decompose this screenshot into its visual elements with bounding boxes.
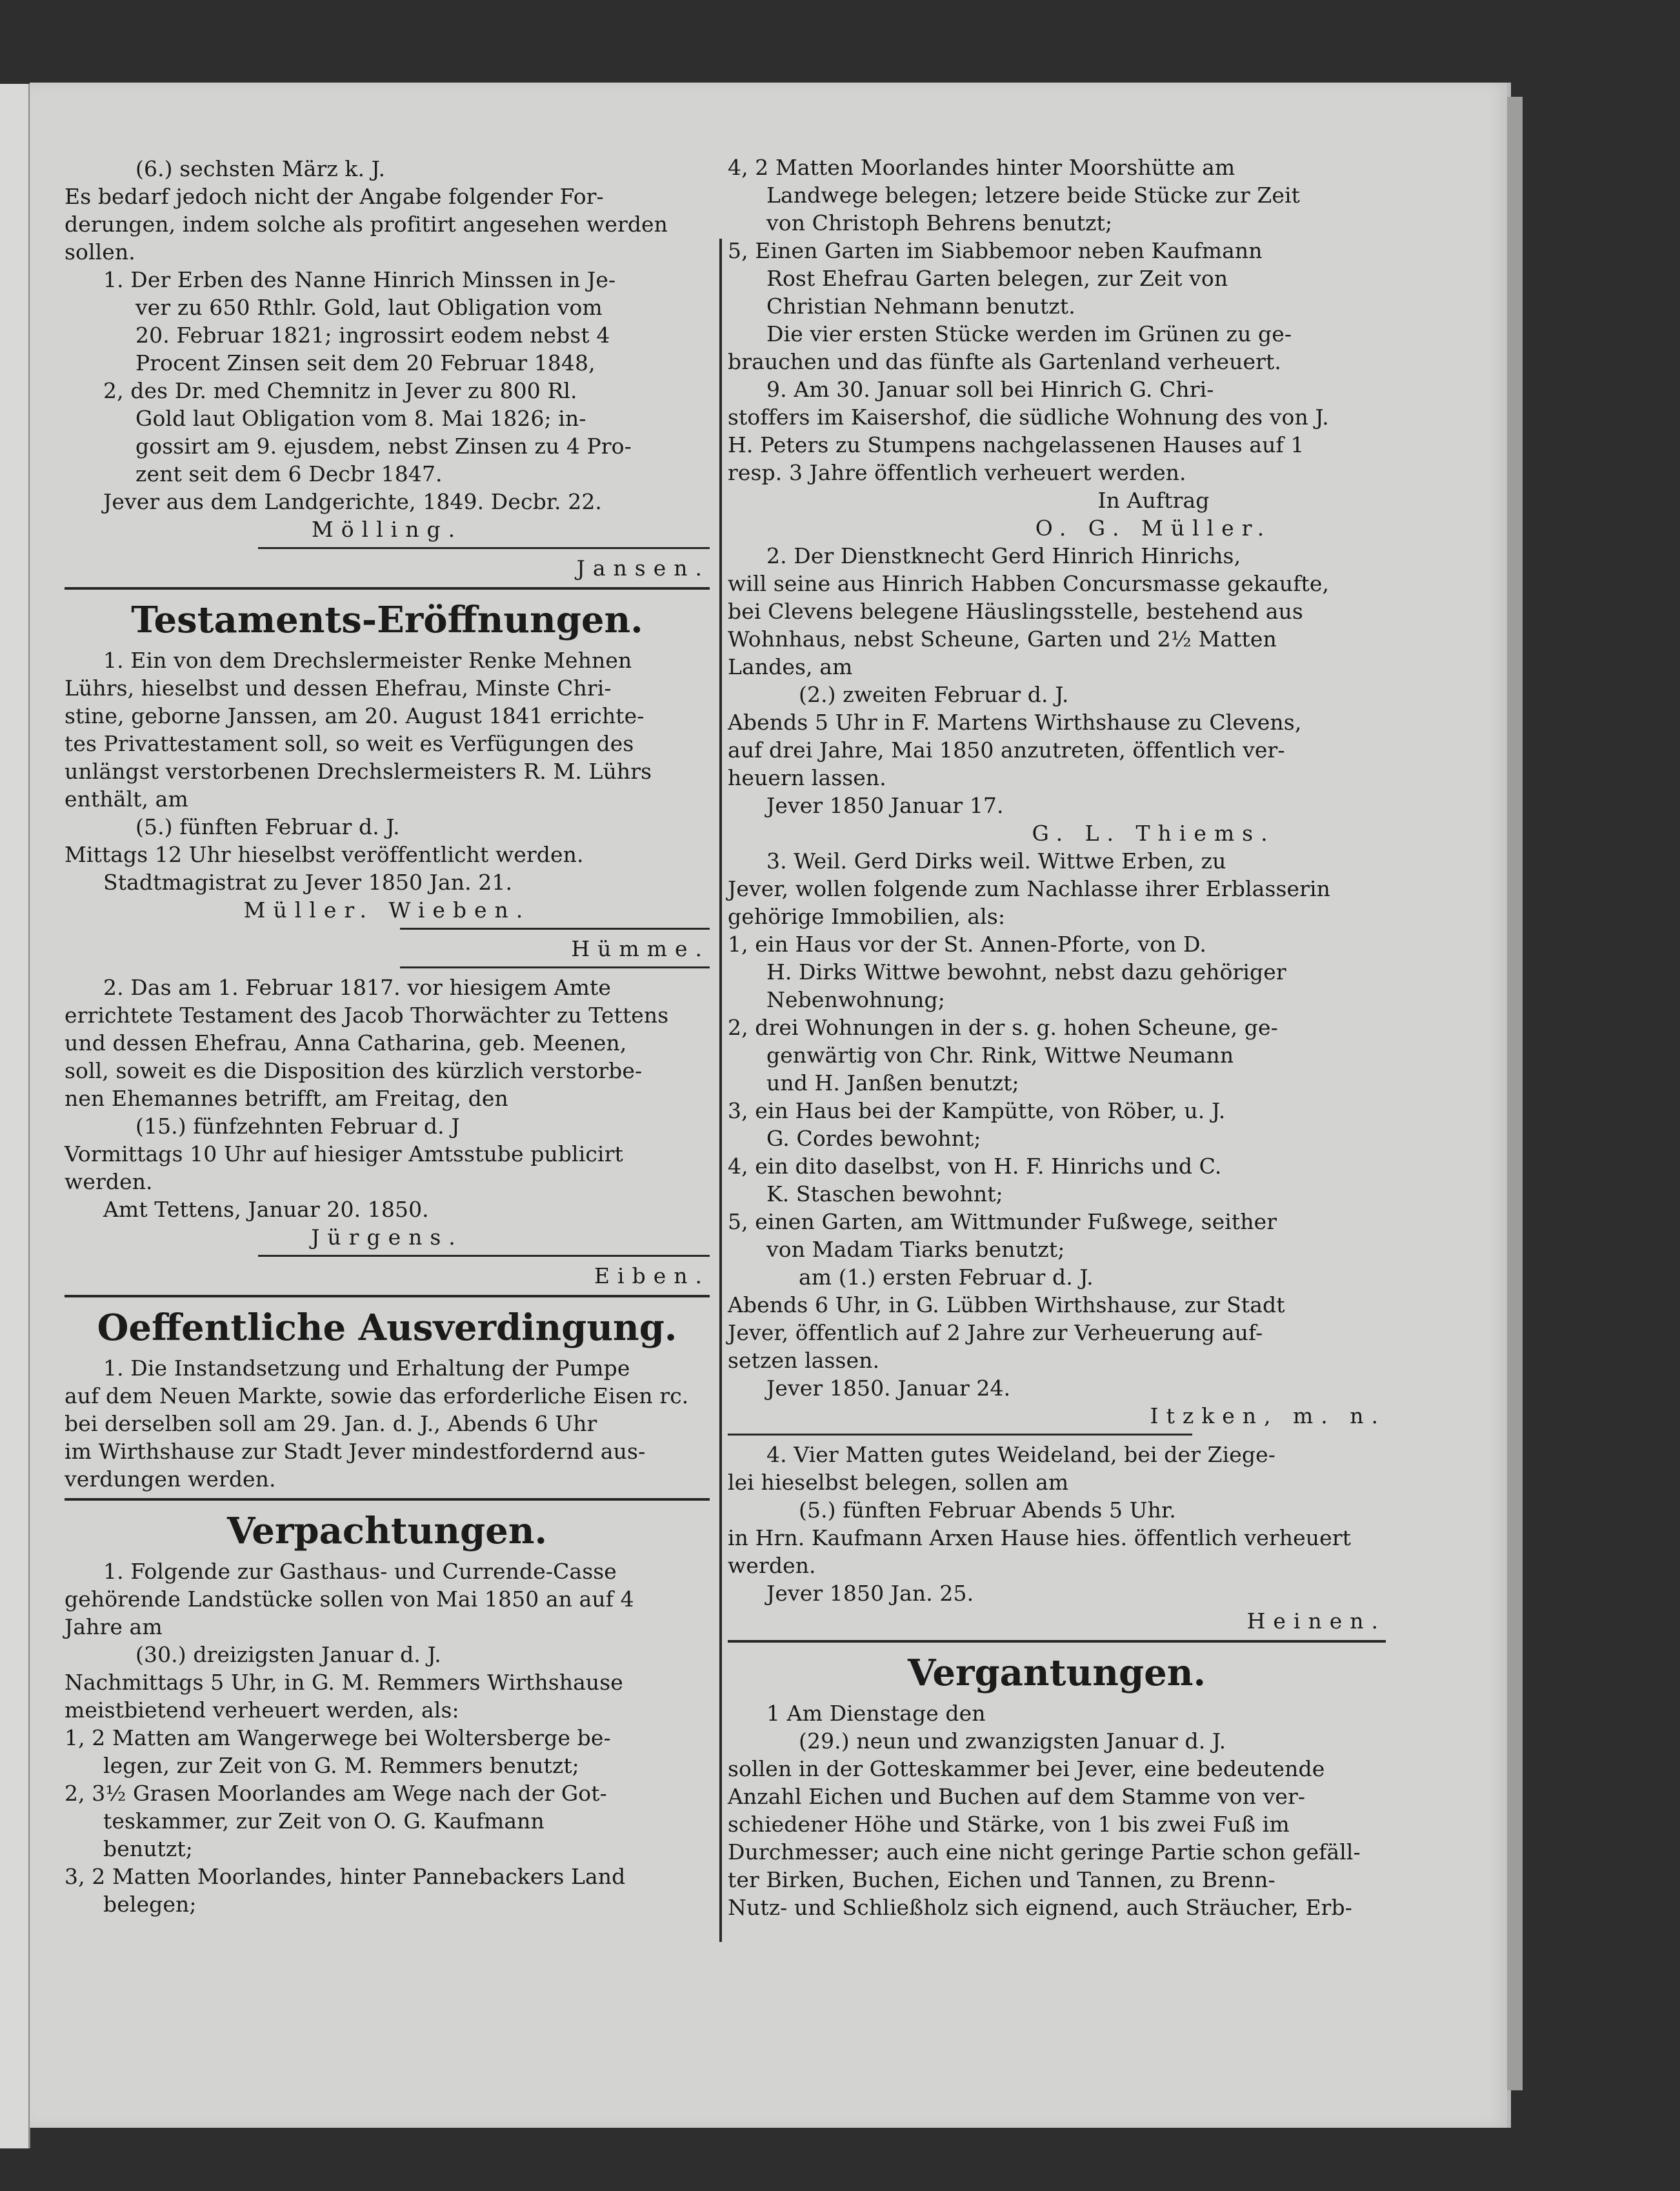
text-line: benutzt; — [103, 1836, 193, 1861]
intro-block — [65, 155, 710, 266]
text-line: enthält, am — [65, 786, 188, 812]
text-line: stoffers im Kaisershof, die südliche Wohnung des von J. — [728, 405, 1329, 430]
text-line: (15.) fünfzehnten Februar d. J — [135, 1114, 460, 1139]
item-4-signature: Heinen. — [1246, 1608, 1386, 1634]
text-line: 1, 2 Matten am Wangerwege bei Woltersberge be- — [65, 1725, 611, 1750]
text-line: Abends 5 Uhr in F. Martens Wirthshause zu Clevens, — [728, 710, 1302, 735]
text-line: Lührs, hieselbst und dessen Ehefrau, Minste Chri- — [65, 675, 612, 701]
text-line: gehörende Landstücke sollen von Mai 1850 an auf 4 — [65, 1586, 634, 1612]
verpachtungen-block — [65, 1557, 710, 1918]
item-3-block — [728, 847, 1386, 1402]
text-line: Jever, öffentlich auf 2 Jahre zur Verheuerung auf- — [728, 1320, 1263, 1345]
item-4-block — [728, 1441, 1386, 1607]
text-line: heuern lassen. — [728, 765, 886, 790]
text-line: 4, ein dito daselbst, von H. F. Hinrichs und C. — [728, 1154, 1222, 1179]
text-line: H. Dirks Wittwe bewohnt, nebst dazu gehöriger — [766, 959, 1286, 985]
page-stack-edge — [1507, 97, 1523, 2090]
text-line: Durchmesser; auch eine nicht geringe Partie schon gefäll- — [728, 1839, 1361, 1865]
vergantungen-block — [728, 1699, 1386, 1921]
text-line: 2. Der Dienstknecht Gerd Hinrich Hinrichs, — [766, 543, 1241, 568]
text-line: gossirt am 9. ejusdem, nebst Zinsen zu 4 Pro- — [135, 434, 632, 459]
right-column — [728, 154, 1386, 1921]
text-line: H. Peters zu Stumpens nachgelassenen Hauses auf 1 — [728, 432, 1305, 457]
testament-1-block — [65, 646, 710, 896]
divider — [258, 547, 710, 549]
text-line: sollen. — [65, 239, 135, 265]
auftrag-label: In Auftrag — [1097, 488, 1210, 513]
text-line: derungen, indem solche als profitirt angesehen werden — [65, 212, 668, 237]
text-line: 3. Weil. Gerd Dirks weil. Wittwe Erben, zu — [766, 848, 1226, 874]
text-line: G. Cordes bewohnt; — [766, 1126, 981, 1151]
section-rule — [65, 1498, 710, 1501]
text-line: Stadtmagistrat zu Jever 1850 Jan. 21. — [103, 870, 513, 895]
text-line: ter Birken, Buchen, Eichen und Tannen, zu Brenn- — [728, 1867, 1275, 1892]
text-line: K. Staschen bewohnt; — [766, 1181, 1003, 1206]
text-line: 2, 3½ Grasen Moorlandes am Wege nach der Got- — [65, 1781, 607, 1806]
text-line: bei Clevens belegene Häuslingsstelle, bestehend aus — [728, 599, 1303, 624]
text-line: Anzahl Eichen und Buchen auf dem Stamme von ver- — [728, 1784, 1306, 1809]
text-line: Jever 1850 Jan. 25. — [766, 1581, 974, 1606]
claims-place-date: Jever aus dem Landgerichte, 1849. Decbr. 22. — [103, 489, 603, 514]
text-line: 1. Ein von dem Drechslermeister Renke Mehnen — [103, 648, 632, 673]
text-line: 3, 2 Matten Moorlandes, hinter Pannebackers Land — [65, 1864, 626, 1889]
text-line: nen Ehemannes betrifft, am Freitag, den — [65, 1086, 508, 1111]
text-line: 9. Am 30. Januar soll bei Hinrich G. Chri- — [766, 377, 1214, 402]
divider — [258, 1255, 710, 1257]
text-line: 4. Vier Matten gutes Weideland, bei der Ziege- — [766, 1442, 1276, 1467]
text-line: 4, 2 Matten Moorlandes hinter Moorshütte am — [728, 155, 1235, 180]
left-column — [65, 155, 710, 1918]
divider — [400, 966, 710, 968]
item-2-block — [728, 542, 1386, 819]
text-line: (30.) dreizigsten Januar d. J. — [135, 1642, 441, 1667]
text-line: Mittags 12 Uhr hieselbst veröffentlicht werden. — [65, 842, 584, 867]
text-line: werden. — [728, 1553, 816, 1578]
text-line: lei hieselbst belegen, sollen am — [728, 1470, 1069, 1495]
text-line: 20. Februar 1821; ingrossirt eodem nebst 4 — [135, 323, 610, 348]
testament-1-signature-1: Müller. Wieben. — [243, 897, 531, 923]
text-line: 1. Der Erben des Nanne Hinrich Minssen in Je- — [103, 267, 616, 292]
text-line: 5, einen Garten, am Wittmunder Fußwege, seither — [728, 1209, 1277, 1234]
text-line: sollen in der Gotteskammer bei Jever, eine bedeutende — [728, 1756, 1325, 1781]
text-line: 1 Am Dienstage den — [766, 1701, 986, 1726]
text-line: Abends 6 Uhr, in G. Lübben Wirthshause, zur Stadt — [728, 1292, 1285, 1317]
text-line: 2. Das am 1. Februar 1817. vor hiesigem Amte — [103, 975, 611, 1000]
text-line: gehörige Immobilien, als: — [728, 904, 1006, 929]
text-line: genwärtig von Chr. Rink, Wittwe Neumann — [766, 1043, 1234, 1068]
section-title-verpachtungen: Verpachtungen. — [227, 1510, 547, 1552]
section-rule — [65, 587, 710, 590]
text-line: von Madam Tiarks benutzt; — [766, 1237, 1065, 1262]
text-line: 1. Folgende zur Gasthaus- und Currende-Casse — [103, 1559, 617, 1584]
text-line: 1, ein Haus vor der St. Annen-Pforte, von D. — [728, 932, 1207, 957]
claims-signature-2: Jansen. — [576, 555, 710, 581]
text-line: und H. Janßen benutzt; — [766, 1070, 1019, 1096]
text-line: Nachmittags 5 Uhr, in G. M. Remmers Wirthshause — [65, 1670, 623, 1695]
text-line: belegen; — [103, 1892, 197, 1917]
text-line: brauchen und das fünfte als Gartenland verheuert. — [728, 349, 1281, 374]
facing-page-edge — [0, 84, 30, 2148]
text-line: errichtete Testament des Jacob Thorwächter zu Tettens — [65, 1003, 669, 1028]
text-line: Jever 1850. Januar 24. — [766, 1376, 1011, 1401]
text-line: (29.) neun und zwanzigsten Januar d. J. — [799, 1728, 1226, 1754]
text-line: unlängst verstorbenen Drechslermeisters R. M. Lührs — [65, 759, 652, 784]
section-title-testaments: Testaments-Eröffnungen. — [131, 599, 643, 641]
text-line: verdungen werden. — [65, 1466, 276, 1492]
text-line: schiedener Höhe und Stärke, von 1 bis zwei Fuß im — [728, 1812, 1290, 1837]
text-line: Jever 1850 Januar 17. — [766, 793, 1004, 818]
text-line: auf dem Neuen Markte, sowie das erforderliche Eisen rc. — [65, 1383, 689, 1408]
text-line: werden. — [65, 1169, 153, 1194]
text-line: Jahre am — [65, 1614, 163, 1639]
text-line: 2, drei Wohnungen in der s. g. hohen Scheune, ge- — [728, 1015, 1278, 1040]
text-line: will seine aus Hinrich Habben Concursmasse gekaufte, — [728, 571, 1330, 596]
text-line: Die vier ersten Stücke werden im Grünen zu ge- — [766, 321, 1292, 346]
text-line: Rost Ehefrau Garten belegen, zur Zeit von — [766, 266, 1228, 291]
column-divider — [719, 239, 722, 1942]
text-line: in Hrn. Kaufmann Arxen Hause hies. öffentlich verheuert — [728, 1525, 1351, 1550]
claims-signature-1: Mölling. — [311, 517, 463, 542]
testament-1-signature-2: Hümme. — [571, 936, 710, 961]
text-line: meistbietend verheuert werden, als: — [65, 1697, 459, 1723]
section-title-ausverdingung: Oeffentliche Ausverdingung. — [97, 1306, 677, 1349]
continuation-block — [728, 154, 1386, 486]
text-line: Landes, am — [728, 654, 853, 679]
text-line: legen, zur Zeit von G. M. Remmers benutzt; — [103, 1753, 579, 1778]
ausverdingung-block — [65, 1354, 710, 1493]
text-line: Christian Nehmann benutzt. — [766, 294, 1075, 319]
section-rule — [65, 1295, 710, 1297]
text-line: 5, Einen Garten im Siabbemoor neben Kaufmann — [728, 238, 1263, 263]
text-line: 1. Die Instandsetzung und Erhaltung der Pumpe — [103, 1356, 630, 1381]
text-line: bei derselben soll am 29. Jan. d. J., Abends 6 Uhr — [65, 1411, 597, 1436]
claims-block — [65, 266, 710, 488]
text-line: Procent Zinsen seit dem 20 Februar 1848, — [135, 350, 595, 375]
text-line: Amt Tettens, Januar 20. 1850. — [103, 1197, 429, 1222]
text-line: (5.) fünften Februar d. J. — [135, 814, 400, 839]
text-line: Jever, wollen folgende zum Nachlasse ihrer Erblasserin — [728, 876, 1331, 901]
divider — [400, 928, 710, 930]
text-line: Nutz- und Schließholz sich eignend, auch Sträucher, Erb- — [728, 1895, 1353, 1920]
text-line: im Wirthshause zur Stadt Jever mindestfordernd aus- — [65, 1439, 646, 1464]
text-line: von Christoph Behrens benutzt; — [766, 210, 1113, 235]
text-line: (6.) sechsten März k. J. — [135, 156, 386, 181]
text-line: stine, geborne Janssen, am 20. August 1841 errichte- — [65, 703, 645, 728]
item-3-signature: Itzken, m. n. — [1150, 1403, 1386, 1428]
text-line: Wohnhaus, nebst Scheune, Garten und 2½ Matten — [728, 626, 1277, 652]
text-line: 2, des Dr. med Chemnitz in Jever zu 800 Rl. — [103, 378, 577, 403]
text-line: soll, soweit es die Disposition des kürzlich verstorbe- — [65, 1058, 643, 1083]
section-rule — [728, 1640, 1386, 1643]
auftrag-signature: O. G. Müller. — [1035, 515, 1272, 541]
text-line: (2.) zweiten Februar d. J. — [799, 682, 1069, 707]
text-line: resp. 3 Jahre öffentlich verheuert werden. — [728, 460, 1186, 485]
text-line: zent seit dem 6 Decbr 1847. — [135, 461, 443, 486]
text-line: 3, ein Haus bei der Kampütte, von Röber, u. J. — [728, 1098, 1226, 1123]
text-line: (5.) fünften Februar Abends 5 Uhr. — [799, 1497, 1176, 1523]
text-line: Nebenwohnung; — [766, 987, 945, 1012]
testament-2-block — [65, 974, 710, 1223]
text-line: ver zu 650 Rthlr. Gold, laut Obligation vom — [135, 295, 603, 320]
section-title-vergantungen: Vergantungen. — [908, 1652, 1206, 1694]
text-line: und dessen Ehefrau, Anna Catharina, geb. Meenen, — [65, 1030, 627, 1055]
item-2-signature: G. L. Thiems. — [1032, 821, 1275, 846]
text-line: teskammer, zur Zeit von O. G. Kaufmann — [103, 1808, 545, 1834]
testament-2-signature-1: Jürgens. — [311, 1225, 463, 1250]
text-line: Gold laut Obligation vom 8. Mai 1826; in- — [135, 406, 586, 431]
text-line: Vormittags 10 Uhr auf hiesiger Amtsstube publicirt — [65, 1141, 623, 1166]
text-line: Es bedarf jedoch nicht der Angabe folgender For- — [65, 184, 604, 209]
divider — [728, 1434, 1192, 1436]
text-line: am (1.) ersten Februar d. J. — [799, 1265, 1094, 1290]
text-line: auf drei Jahre, Mai 1850 anzutreten, öffentlich ver- — [728, 737, 1285, 763]
testament-2-signature-2: Eiben. — [594, 1263, 710, 1288]
text-line: tes Privattestament soll, so weit es Verfügungen des — [65, 731, 634, 756]
text-line: Landwege belegen; letzere beide Stücke zur Zeit — [766, 183, 1301, 208]
text-line: setzen lassen. — [728, 1348, 880, 1373]
